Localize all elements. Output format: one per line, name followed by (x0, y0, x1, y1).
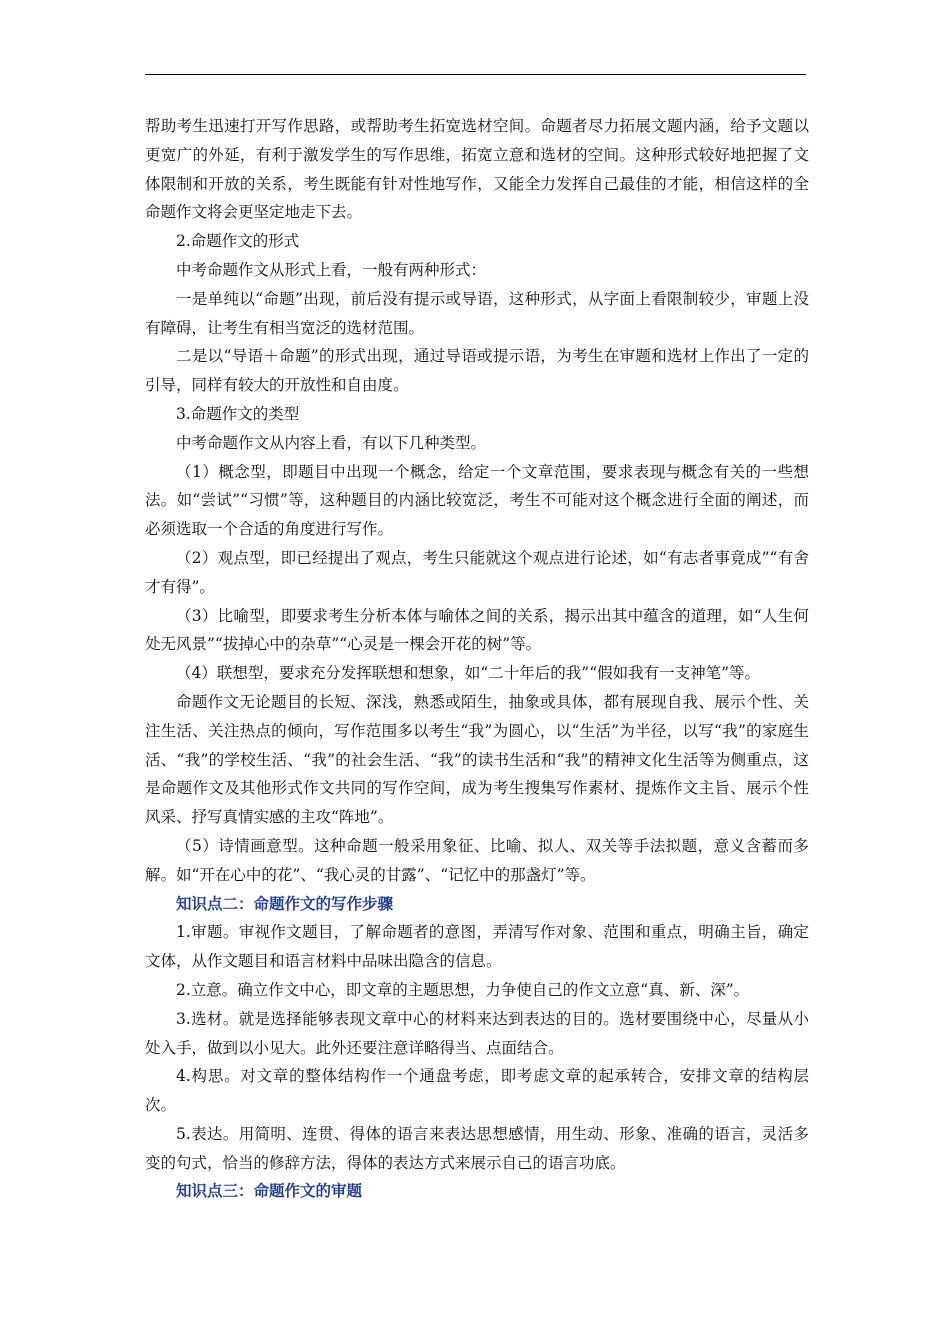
list-item-poetic-type: （5）诗情画意型。这种命题一般采用象征、比喻、拟人、双关等手法拟题，意义含蓄而多解。如“开在心中的花”、“我心灵的甘露”、“记忆中的那盏灯”等。 (145, 836, 809, 884)
knowledge-point-heading-2: 知识点二：命题作文的写作步骤 (176, 893, 394, 913)
step-expression: 5.表达。用简明、连贯、得体的语言来表达思想感情，用生动、形象、准确的语言，灵活多变的句式，恰当的修辞方法，得体的表达方式来展示自己的语言功底。 (145, 1124, 809, 1172)
document-body (145, 112, 809, 1206)
step-review-topic: 1.审题。审视作文题目，了解命题者的意图，弄清写作对象、范围和重点，明确主旨，确定文体，从作文题目和语言材料中品味出隐含的信息。 (145, 923, 809, 971)
section-heading-types: 3.命题作文的类型 (176, 404, 300, 423)
paragraph: 一是单纯以“命题”出现，前后没有提示或导语，这种形式，从字面上看限制较少，审题上没有障碍，让考生有相当宽泛的选材范围。 (145, 289, 809, 337)
paragraph: 二是以“导语＋命题”的形式出现，通过导语或提示语，为考生在审题和选材上作出了一定的引导，同样有较大的开放性和自由度。 (145, 347, 809, 395)
paragraph: 中考命题作文从内容上看，有以下几种类型。 (176, 433, 487, 452)
paragraph: 中考命题作文从形式上看，一般有两种形式： (176, 260, 487, 279)
paragraph-continuation: 帮助考生迅速打开写作思路，或帮助考生拓宽选材空间。命题者尽力拓展文题内涵，给予文题以更宽广的外延，有利于激发学生的写作思维，拓宽立意和选材的空间。这种形式较好地把握了文体限制和开放的关系，考生既能有针对性地写作，又能全力发挥自己最佳的才能，相信这样的全命题作文将会更坚定地走下去。 (145, 117, 809, 222)
list-item-viewpoint-type: （2）观点型，即已经提出了观点，考生只能就这个观点进行论述，如“有志者事竟成”“有舍才有得”。 (145, 548, 809, 596)
header-rule (145, 74, 806, 75)
paragraph: 命题作文无论题目的长短、深浅，熟悉或陌生，抽象或具体，都有展现自我、展示个性、关注生活、关注热点的倾向，写作范围多以考生“我”为圆心，以“生活”为半径，以写“我”的家庭生活、“我”的学校生活、“我”的社会生活、“我”的读书生活和“我”的精神文化生活等为侧重点，这是命题作文及其他形式作文共同的写作空间，成为考生搜集写作素材、提炼作文主旨、展示个性风采、抒写真情实感的主攻“阵地”。 (145, 692, 809, 827)
step-select-material: 3.选材。就是选择能够表现文章中心的材料来达到表达的目的。选材要围绕中心，尽量从小处入手，做到以小见大。此外还要注意详略得当、点面结合。 (145, 1009, 809, 1057)
step-set-theme: 2.立意。确立作文中心，即文章的主题思想，力争使自己的作文立意“真、新、深”。 (176, 980, 750, 999)
section-heading-form: 2.命题作文的形式 (176, 232, 300, 251)
knowledge-point-heading-3: 知识点三：命题作文的审题 (176, 1181, 363, 1201)
list-item-concept-type: （1）概念型，即题目中出现一个概念，给定一个文章范围，要求表现与概念有关的一些想法。如“尝试”“习惯”等，这种题目的内涵比较宽泛，考生不可能对这个概念进行全面的阐述，而必须选取一个合适的角度进行写作。 (145, 462, 809, 539)
list-item-metaphor-type: （3）比喻型，即要求考生分析本体与喻体之间的关系，揭示出其中蕴含的道理，如“人生何处无风景”“拔掉心中的杂草”“心灵是一棵会开花的树”等。 (145, 606, 809, 654)
list-item-association-type: （4）联想型，要求充分发挥联想和想象，如“二十年后的我”“假如我有一支神笔”等。 (176, 664, 761, 683)
step-plan-structure: 4.构思。对文章的整体结构作一个通盘考虑，即考虑文章的起承转合，安排文章的结构层次。 (145, 1067, 809, 1115)
